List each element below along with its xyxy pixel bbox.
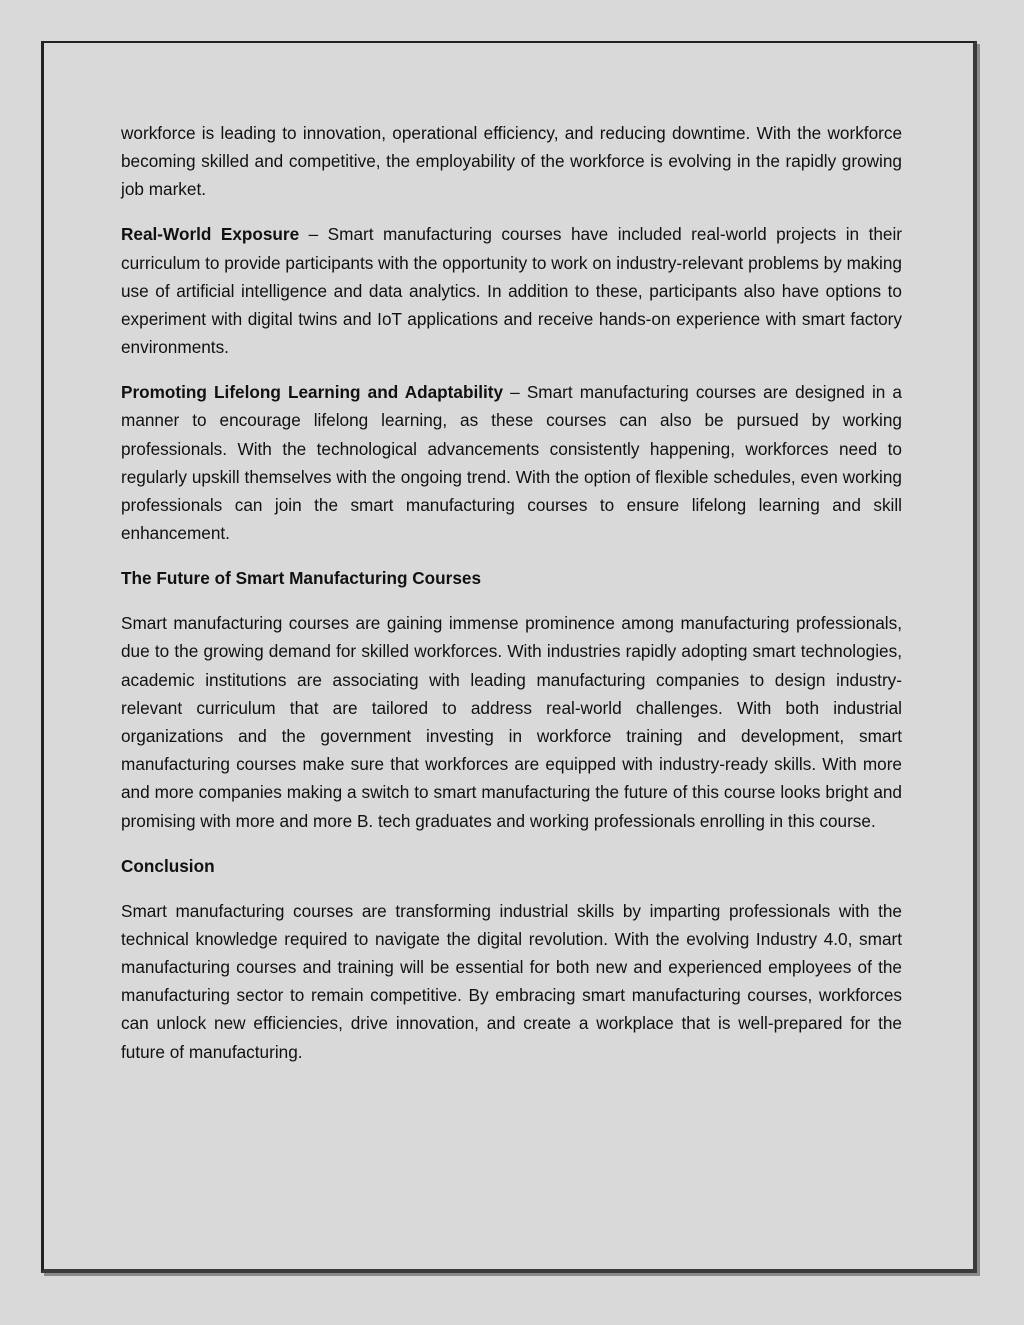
paragraph-conclusion: Smart manufacturing courses are transforming industrial skills by imparting professionals with the technical knowledge required to navigate the digital revolution. With the evolving Industry 4.0, smart manufacturing courses and training will be essential for both new and experienced employees of the manufacturing sector to remain competitive. By embracing smart manufacturing courses, workforces can unlock new efficiencies, drive innovation, and create a workplace that is well-prepared for the future of manufacturing. — [121, 900, 902, 1062]
lifelong-learning-text: Smart manufacturing courses are designed in a manner to encourage lifelong learning, as these courses can also be pursued by working professionals. With the technological advancements consistently happening, workforces need to regularly upskill themselves with the ongoing trend. With the option of flexible schedules, even working professionals can join the smart manufacturing courses to ensure lifelong learning and skill enhancement. — [121, 382, 902, 544]
paragraph-workforce: workforce is leading to innovation, operational efficiency, and reducing downtime. With the workforce becoming skilled and competitive, the employability of the workforce is evolving in the rapidly growing job market. — [121, 123, 902, 200]
lifelong-learning-lead: Promoting Lifelong Learning and Adaptability — [121, 382, 504, 403]
lifelong-learning-separator: – — [503, 382, 527, 403]
heading-conclusion: Conclusion — [121, 855, 215, 876]
paragraph-lifelong-learning — [121, 378, 902, 547]
document-body — [121, 119, 902, 1083]
real-world-exposure-separator: – — [299, 224, 328, 245]
real-world-exposure-text: Smart manufacturing courses have included real-world projects in their curriculum to provide participants with the opportunity to work on industry-relevant problems by making use of artificial intelligence and data analytics. In addition to these, participants also have options to experiment with digital twins and IoT applications and receive hands-on experience with smart factory environments. — [121, 224, 902, 358]
paragraph-future: Smart manufacturing courses are gaining immense prominence among manufacturing professionals, due to the growing demand for skilled workforces. With industries rapidly adopting smart technologies, academic institutions are associating with leading manufacturing companies to design industry-relevant curriculum that are tailored to address real-world challenges. With both industrial organizations and the government investing in workforce training and development, smart manufacturing courses make sure that workforces are equipped with industry-ready skills. With more and more companies making a switch to smart manufacturing the future of this course looks bright and promising with more and more B. tech graduates and working professionals enrolling in this course. — [121, 613, 902, 831]
real-world-exposure-lead: Real-World Exposure — [121, 224, 300, 245]
paragraph-real-world-exposure — [121, 220, 902, 361]
heading-future: The Future of Smart Manufacturing Courses — [121, 568, 482, 589]
